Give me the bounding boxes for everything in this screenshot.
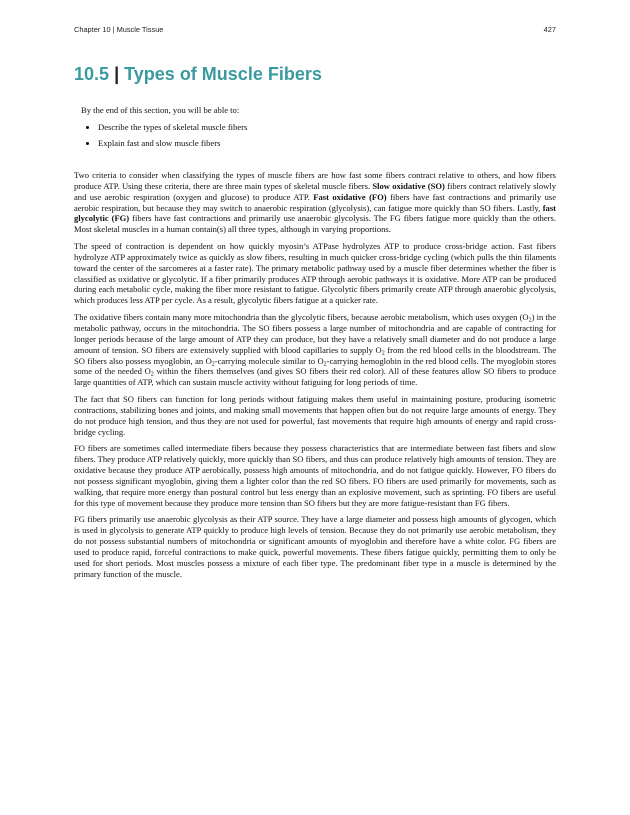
subscript: 2 (528, 317, 532, 324)
paragraph-4: The fact that SO fibers can function for long periods without fatiguing makes them useful in maintaining posture, producing isometric contractions, stabilizing bones and joints, and making small movements that happen often but do not require large amounts of energy. They do not produce high tension, and thus they are not used for powerful, fast movements that require high amounts of energy and rapid cross-bridge cycling. (74, 394, 556, 437)
title-separator: | (114, 64, 120, 84)
text-run: -carrying molecule similar to O (214, 355, 324, 366)
text-run: ) in the metabolic pathway, occurs in the mitochondria. The SO fibers possess a large number of mitochondria and are capable of contracting for longer periods because of the large amount of ATP they can produce, but they have a relatively small diameter and do not produce a large amount of tension. SO fibers are extensively supplied with blood capillaries to supply O (74, 312, 556, 355)
text-run: fibers have fast contractions and primarily use aerobic respiration, but because they may switch to anaerobic respiration (glycolysis), can fatigue more quickly than SO fibers. Lastly, (74, 191, 556, 213)
paragraph-3 (74, 312, 556, 388)
text-run: The oxidative fibers contain many more mitochondria than the glycolytic fibers, because aerobic metabolism, which uses oxygen (O (74, 312, 529, 323)
section-number: 10.5 (74, 64, 110, 84)
section-title-text: Types of Muscle Fibers (124, 64, 322, 84)
text-run: fibers contract relatively slowly and use aerobic respiration (oxygen and glucose) to produce ATP. (74, 180, 556, 202)
chapter-label: Chapter 10 | Muscle Tissue (74, 25, 164, 34)
body-text (74, 170, 556, 586)
text-run: from the red blood cells in the bloodstream. The SO fibers also possess myoglobin, an O (74, 344, 556, 366)
paragraph-6: FG fibers primarily use anaerobic glycolysis as their ATP source. They have a large diameter and possess high amounts of glycogen, which is used in glycolysis to generate ATP quickly to produce high levels of tension. Because they do not primarily use aerobic metabolism, they do not possess substantial numbers of mitochondria or significant amounts of myoglobin and therefore have a white color. FG fibers are used to produce rapid, forceful contractions to make quick, powerful movements. These fibers fatigue quickly, permitting them to only be used for short periods. Most muscles possess a mixture of each fiber type. The predominant fiber type in a muscle is determined by the primary function of the muscle. (74, 514, 556, 579)
term-fast-glycolytic: fast glycolytic (FG) (74, 202, 556, 224)
subscript: 2 (150, 371, 154, 378)
subscript: 2 (211, 361, 215, 367)
term-fast-oxidative: Fast oxidative (FO) (313, 191, 387, 202)
paragraph-5: FO fibers are sometimes called intermediate fibers because they possess characteristics that are intermediate between fast fibers and slow fibers. They produce ATP relatively quickly, more quickly than SO fibers, and thus can produce relatively high amounts of tension. They are oxidative because they produce ATP aerobically, possess high amounts of mitochondria, and do not fatigue quickly. However, FO fibers do not possess significant myoglobin, giving them a lighter color than the red SO fibers. FO fibers are used primarily for movements, such as walking, that require more energy than postural control but less energy than an explosive movement, such as sprinting. FO fibers are useful for this type of movement because they produce more tension than SO fibers but they are more fatigue-resistant than FG fibers. (74, 443, 556, 508)
learning-objectives (81, 105, 551, 154)
text-run: fibers have fast contractions and primarily use anaerobic glycolysis. The FG fibers fatigue more quickly than the others. Most skeletal muscles in a human contain(s) all three types, although in varying proportions. (74, 213, 556, 235)
text-run: -carrying hemoglobin in the red blood cells. The myoglobin stores some of the needed O (74, 355, 556, 377)
subscript: 2 (381, 350, 385, 357)
objectives-intro: By the end of this section, you will be able to: (81, 105, 240, 115)
text-run: within the fibers themselves (and gives SO fibers their red color). All of these features allow SO fibers to produce large quantities of ATP, which can sustain muscle activity without fatiguing for long periods of time. (74, 366, 556, 388)
subscript: 2 (323, 361, 327, 367)
paragraph-2: The speed of contraction is dependent on how quickly myosin’s ATPase hydrolyzes ATP to produce cross-bridge action. Fast fibers hydrolyze ATP approximately twice as quickly as slow fibers, resulting in much quicker cross-bridge cycling (which pulls the thin filaments toward the center of the sarcomeres at a faster rate). The primary metabolic pathway used by a muscle fiber determines whether the fiber is classified as oxidative or glycolytic. If a fiber primarily produces ATP through aerobic pathways it is oxidative. More ATP can be produced during each metabolic cycle, making the fiber more resistant to fatigue. Glycolytic fibers primarily create ATP through anaerobic glycolysis, which produces less ATP per cycle. As a result, glycolytic fibers fatigue at a quicker rate. (74, 241, 556, 306)
page-number: 427 (543, 25, 556, 34)
objective-item: • Explain fast and slow muscle fibers (98, 138, 551, 148)
text-run: Two criteria to consider when classifying the types of muscle fibers are how fast some fibers contract relative to others, and how fibers produce ATP. Using these criteria, there are three main types of skeletal muscle fibers. (74, 170, 556, 191)
section-title (74, 64, 322, 85)
paragraph-1 (74, 170, 556, 235)
term-slow-oxidative: Slow oxidative (SO) (372, 180, 445, 191)
objectives-list (81, 122, 551, 148)
objective-item: • Describe the types of skeletal muscle fibers (98, 122, 551, 132)
